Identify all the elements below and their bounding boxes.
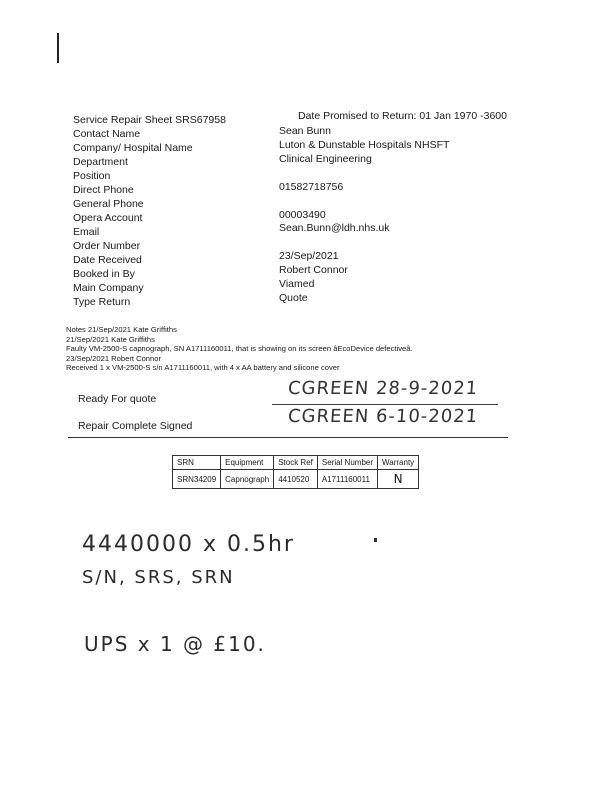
field-value: Sean Bunn <box>279 125 331 137</box>
field-value: 00003490 <box>279 209 326 221</box>
field-label: Department <box>73 156 128 168</box>
notes-block <box>66 325 413 373</box>
field-label: Email <box>73 226 100 238</box>
field-label: General Phone <box>73 198 144 210</box>
repair-complete-signature: CGREEN 6-10-2021 <box>287 406 479 427</box>
field-label: Company/ Hospital Name <box>73 142 193 154</box>
note-line: 21/Sep/2021 Kate Griffiths <box>66 334 155 344</box>
ink-dot <box>374 538 377 542</box>
field-value: Luton & Dunstable Hospitals NHSFT <box>279 139 450 151</box>
column-header: SRN <box>173 456 221 470</box>
field-value: Sean.Bunn@ldh.nhs.uk <box>279 222 390 234</box>
handwritten-line-3: UPS x 1 @ £10. <box>84 632 266 656</box>
table-cell: A1711160011 <box>317 470 377 489</box>
note-line: 23/Sep/2021 Robert Connor <box>66 353 161 363</box>
signature-line <box>272 404 498 405</box>
section-divider <box>68 437 508 438</box>
table-header-row <box>173 456 419 470</box>
margin-mark <box>57 33 59 63</box>
parts-table <box>172 455 419 489</box>
table-cell: N <box>378 470 419 489</box>
sheet-title: Service Repair Sheet SRS67958 <box>73 114 226 126</box>
column-header: Warranty <box>378 456 419 470</box>
handwritten-line-1: 4440000 x 0.5hr <box>82 532 295 557</box>
field-value: Quote <box>279 292 308 304</box>
field-label: Order Number <box>73 240 141 252</box>
column-header: Equipment <box>221 456 274 470</box>
note-line: Received 1 x VM-2500-S s/n A1711160011, with 4 x AA battery and silicone cover <box>66 363 340 372</box>
field-value: 01582718756 <box>279 181 344 193</box>
field-value: 23/Sep/2021 <box>279 250 339 262</box>
field-label: Contact Name <box>73 128 141 140</box>
field-label: Type Return <box>73 296 131 308</box>
field-value: Robert Connor <box>279 264 348 276</box>
field-label: Booked in By <box>73 268 135 280</box>
column-header: Serial Number <box>317 456 377 470</box>
note-line: Faulty VM-2500-S capnograph, SN A1711160011, that is showing on its screen âEcoDevice defectiveâ. <box>66 344 413 353</box>
table-row <box>173 470 419 489</box>
ready-for-quote-label: Ready For quote <box>78 393 157 405</box>
ready-for-quote-signature: CGREEN 28-9-2021 <box>287 378 479 399</box>
field-label: Position <box>73 170 111 182</box>
field-label: Opera Account <box>73 212 143 224</box>
handwritten-line-2: S/N, SRS, SRN <box>82 567 235 588</box>
table-cell: 4410520 <box>274 470 318 489</box>
field-value: Clinical Engineering <box>279 153 372 165</box>
field-label: Date Received <box>73 254 142 266</box>
field-label: Main Company <box>73 282 144 294</box>
date-promised: Date Promised to Return: 01 Jan 1970 -3600 <box>298 110 507 122</box>
field-label: Direct Phone <box>73 184 134 196</box>
repair-complete-label: Repair Complete Signed <box>78 420 193 432</box>
column-header: Stock Ref <box>274 456 318 470</box>
table-cell: Capnograph <box>221 470 274 489</box>
table-cell: SRN34209 <box>173 470 221 489</box>
field-value: Viamed <box>279 278 315 290</box>
note-line: Notes 21/Sep/2021 Kate Griffiths <box>66 325 177 334</box>
